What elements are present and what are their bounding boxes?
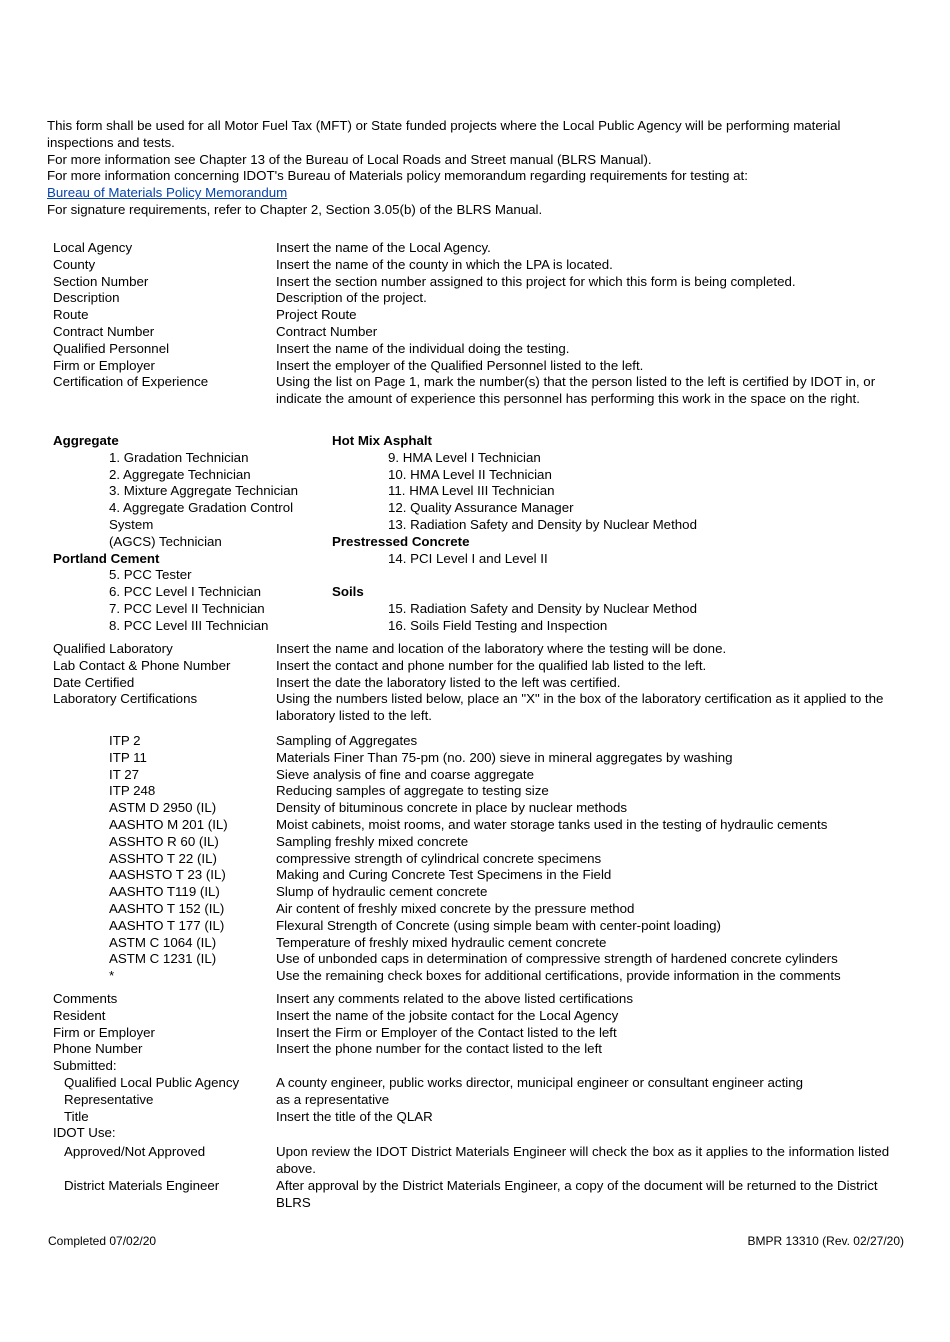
definition-row <box>53 691 903 725</box>
definition-term: Contract Number <box>53 323 155 339</box>
definition-desc: Insert the name of the individual doing the testing. <box>276 340 570 356</box>
definition-desc: Insert the employer of the Qualified Personnel listed to the left. <box>276 357 644 373</box>
definition-term: Resident <box>53 1007 106 1023</box>
lab-test-row <box>109 867 909 884</box>
definition-term: District Materials Engineer <box>64 1177 220 1193</box>
definition-desc: Contract Number <box>276 323 378 339</box>
lab-test-code: AASHSTO T 23 (IL) <box>109 867 226 883</box>
lab-test-row <box>109 968 909 985</box>
lab-test-desc: Use the remaining check boxes for additional certifications, provide information in the comments <box>276 968 841 984</box>
certification-item: 4. Aggregate Gradation Control System <box>109 500 294 532</box>
definition-desc: Insert the name of the Local Agency. <box>276 240 491 255</box>
lab-test-row <box>109 951 909 968</box>
lab-test-list <box>109 733 909 985</box>
definition-desc: Insert the date the laboratory listed to the left was certified. <box>276 674 621 690</box>
definition-row <box>53 290 903 307</box>
certification-item: 6. PCC Level I Technician <box>109 584 262 600</box>
definition-term: Qualified Personnel <box>53 340 170 356</box>
lab-test-row <box>109 935 909 952</box>
definition-desc: as a representative <box>276 1091 390 1107</box>
certification-item: 15. Radiation Safety and Density by Nuclear Method <box>388 600 697 616</box>
lab-test-desc: compressive strength of cylindrical concrete specimens <box>276 850 602 866</box>
certification-item: 14. PCI Level I and Level II <box>388 550 548 566</box>
definition-row <box>53 1109 903 1126</box>
lab-test-desc: Sampling of Aggregates <box>276 733 418 748</box>
certification-item: 13. Radiation Safety and Density by Nuclear Method <box>388 516 697 532</box>
definition-row <box>53 658 903 675</box>
intro-line: This form shall be used for all Motor Fuel Tax (MFT) or State funded projects where the Local Public Agency will be performing material inspections and tests. <box>47 118 841 150</box>
intro-section <box>47 118 907 219</box>
certification-item: 2. Aggregate Technician <box>109 466 251 482</box>
definition-term: Firm or Employer <box>53 357 155 373</box>
lab-test-row <box>109 834 909 851</box>
policy-memorandum-link[interactable]: Bureau of Materials Policy Memorandum <box>47 185 288 201</box>
definition-desc: Insert the contact and phone number for the qualified lab listed to the left. <box>276 657 707 673</box>
definition-term: Approved/Not Approved <box>64 1144 206 1160</box>
lab-test-code: ASSHTO T 22 (IL) <box>109 850 217 866</box>
lab-test-desc: Density of bituminous concrete in place by nuclear methods <box>276 800 628 816</box>
definition-term: Qualified Laboratory <box>53 641 173 656</box>
definition-row <box>53 1075 903 1092</box>
lab-test-desc: Materials Finer Than 75-pm (no. 200) sieve in mineral aggregates by washing <box>276 749 733 765</box>
lab-test-code: ITP 11 <box>109 749 147 765</box>
submitted-heading: Submitted: <box>53 1058 117 1074</box>
definition-row <box>53 1092 903 1109</box>
intro-line: For more information concerning IDOT's Bureau of Materials policy memorandum regarding requirements for testing at: <box>47 168 748 184</box>
lab-test-desc: Use of unbonded caps in determination of compressive strength of hardened concrete cylinders <box>276 951 838 967</box>
personnel-definitions <box>53 240 903 408</box>
definition-term: Title <box>64 1108 89 1124</box>
definition-row <box>53 341 903 358</box>
lab-test-code: ASSHTO R 60 (IL) <box>109 833 219 849</box>
definition-desc: Insert the Firm or Employer of the Contact listed to the left <box>276 1024 617 1040</box>
definition-desc: Insert the title of the QLAR <box>276 1108 433 1124</box>
lab-test-row <box>109 851 909 868</box>
idot-use-heading: IDOT Use: <box>53 1125 116 1141</box>
definition-desc: Insert the name of the jobsite contact for the Local Agency <box>276 1007 619 1023</box>
definition-row <box>53 991 903 1008</box>
definition-row <box>53 1041 903 1058</box>
certification-item: 5. PCC Tester <box>109 567 192 583</box>
definition-term: County <box>53 256 96 272</box>
definition-desc: Description of the project. <box>276 290 427 306</box>
definition-row <box>53 240 903 257</box>
certification-column-left <box>53 433 333 635</box>
lab-test-code: ITP 2 <box>109 733 141 748</box>
prestressed-concrete-heading: Prestressed Concrete <box>332 533 470 549</box>
definition-term: Description <box>53 290 120 306</box>
lab-test-desc: Flexural Strength of Concrete (using simple beam with center-point loading) <box>276 917 721 933</box>
certification-column-right <box>332 433 752 635</box>
definition-term: Firm or Employer <box>53 1024 155 1040</box>
definition-row <box>53 1178 903 1212</box>
definition-row <box>53 1008 903 1025</box>
lab-test-code: ASTM D 2950 (IL) <box>109 800 217 816</box>
certification-item: 3. Mixture Aggregate Technician <box>109 483 298 499</box>
aggregate-heading: Aggregate <box>53 433 119 448</box>
definition-desc: Insert the section number assigned to this project for which this form is being completed. <box>276 273 796 289</box>
certification-item: 16. Soils Field Testing and Inspection <box>388 617 608 633</box>
lab-test-row <box>109 733 909 750</box>
definition-desc: Insert any comments related to the above listed certifications <box>276 991 633 1006</box>
definition-row <box>53 1025 903 1042</box>
definition-row <box>53 257 903 274</box>
certification-item: 1. Gradation Technician <box>109 449 249 465</box>
lab-test-row <box>109 800 909 817</box>
lab-test-code: ITP 248 <box>109 783 156 799</box>
lab-test-desc: Sampling freshly mixed concrete <box>276 833 469 849</box>
definition-term: Lab Contact & Phone Number <box>53 657 231 673</box>
lab-test-desc: Air content of freshly mixed concrete by the pressure method <box>276 900 635 916</box>
hot-mix-asphalt-heading: Hot Mix Asphalt <box>332 433 432 448</box>
completed-date: Completed 07/02/20 <box>48 1234 157 1248</box>
lab-test-code: ASTM C 1064 (IL) <box>109 934 217 950</box>
contact-definitions <box>53 991 903 1211</box>
lab-test-code: AASHTO T119 (IL) <box>109 884 220 900</box>
lab-test-desc: Moist cabinets, moist rooms, and water storage tanks used in the testing of hydraulic cements <box>276 816 828 832</box>
intro-line: For signature requirements, refer to Chapter 2, Section 3.05(b) of the BLRS Manual. <box>47 201 543 217</box>
definition-term: Representative <box>64 1091 154 1107</box>
definition-row <box>53 641 903 658</box>
lab-test-code: ASTM C 1231 (IL) <box>109 951 217 967</box>
definition-term: Comments <box>53 991 118 1006</box>
certification-item: (AGCS) Technician <box>109 533 222 549</box>
definition-term: Phone Number <box>53 1041 143 1057</box>
lab-test-code: AASHTO M 201 (IL) <box>109 816 228 832</box>
soils-heading: Soils <box>332 584 364 600</box>
definition-desc: After approval by the District Materials Engineer, a copy of the document will be returned to the District BLRS <box>276 1177 878 1210</box>
definition-term: Local Agency <box>53 240 133 255</box>
definition-desc: Using the list on Page 1, mark the number(s) that the person listed to the left is certified by IDOT in, or indicate the amount of experience this personnel has performing this work in the space on the right. <box>276 374 876 407</box>
lab-test-code: IT 27 <box>109 766 140 782</box>
definition-desc: Upon review the IDOT District Materials Engineer will check the box as it applies to the information listed above. <box>276 1144 890 1176</box>
certification-item: 12. Quality Assurance Manager <box>388 500 574 516</box>
definition-term: Laboratory Certifications <box>53 691 198 707</box>
lab-test-row <box>109 783 909 800</box>
definition-row <box>53 1144 903 1178</box>
lab-test-row <box>109 750 909 767</box>
definition-row <box>53 675 903 692</box>
definition-row <box>53 324 903 341</box>
lab-test-desc: Slump of hydraulic cement concrete <box>276 884 488 900</box>
definition-term: Qualified Local Public Agency <box>64 1074 240 1090</box>
definition-term: Date Certified <box>53 674 135 690</box>
definition-row <box>53 307 903 324</box>
definition-desc: Project Route <box>276 307 357 323</box>
lab-test-desc: Sieve analysis of fine and coarse aggregate <box>276 766 534 782</box>
definition-row <box>53 358 903 375</box>
definition-row <box>53 274 903 291</box>
lab-test-row <box>109 767 909 784</box>
definition-desc: Using the numbers listed below, place an "X" in the box of the laboratory certification as it applied to the laboratory listed to the left. <box>276 691 884 724</box>
definition-desc: Insert the phone number for the contact listed to the left <box>276 1041 602 1057</box>
definition-term: Route <box>53 307 89 323</box>
lab-test-row <box>109 901 909 918</box>
lab-test-desc: Reducing samples of aggregate to testing size <box>276 783 549 799</box>
certification-item: 8. PCC Level III Technician <box>109 617 269 633</box>
definition-term: Certification of Experience <box>53 374 209 390</box>
lab-test-code: AASHTO T 177 (IL) <box>109 917 225 933</box>
lab-test-row <box>109 884 909 901</box>
lab-test-row <box>109 817 909 834</box>
form-number: BMPR 13310 (Rev. 02/27/20) <box>747 1234 904 1248</box>
portland-cement-heading: Portland Cement <box>53 550 160 566</box>
laboratory-definitions <box>53 641 903 725</box>
intro-line: For more information see Chapter 13 of the Bureau of Local Roads and Street manual (BLRS Manual). <box>47 151 652 167</box>
lab-test-code: * <box>109 968 115 984</box>
certification-item: 10. HMA Level II Technician <box>388 466 552 482</box>
definition-term: Section Number <box>53 273 149 289</box>
definition-desc: A county engineer, public works director, municipal engineer or consultant engineer acting <box>276 1074 804 1090</box>
certification-item: 9. HMA Level I Technician <box>388 449 541 465</box>
definition-desc: Insert the name and location of the laboratory where the testing will be done. <box>276 641 727 656</box>
certification-item: 11. HMA Level III Technician <box>388 483 555 499</box>
lab-test-desc: Making and Curing Concrete Test Specimens in the Field <box>276 867 612 883</box>
definition-desc: Insert the name of the county in which the LPA is located. <box>276 256 613 272</box>
lab-test-row <box>109 918 909 935</box>
definition-row <box>53 374 903 408</box>
lab-test-desc: Temperature of freshly mixed hydraulic cement concrete <box>276 934 607 950</box>
lab-test-code: AASHTO T 152 (IL) <box>109 900 225 916</box>
certification-item: 7. PCC Level II Technician <box>109 600 265 616</box>
